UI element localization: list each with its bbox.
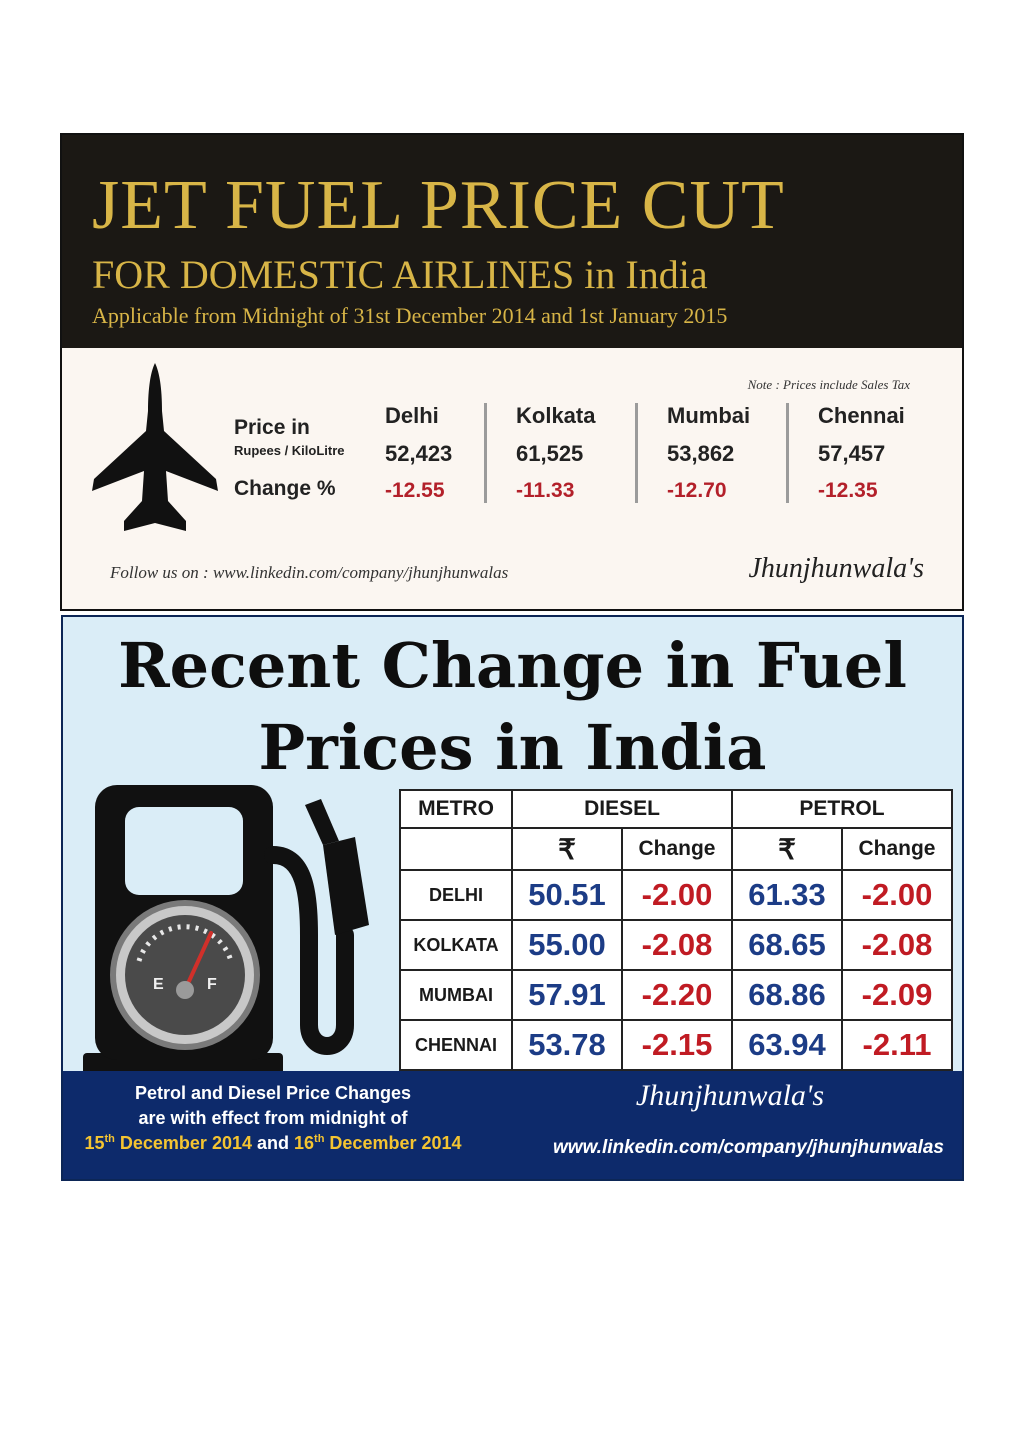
change-percent-label: Change %: [234, 477, 336, 500]
petrol-price-cell: 63.94: [732, 1020, 842, 1070]
date-and: and: [251, 1133, 294, 1153]
city-name: Delhi: [385, 403, 439, 428]
petrol-change-cell: -2.08: [842, 920, 952, 970]
jet-fuel-applicable-date: Applicable from Midnight of 31st December 2014 and 1st January 2015: [92, 303, 728, 328]
jet-fuel-subtitle: FOR DOMESTIC AIRLINES in India: [92, 252, 708, 297]
empty-header-cell: [400, 828, 512, 870]
city-column-delhi: [385, 403, 525, 503]
footer-effective-dates: [63, 1133, 483, 1154]
city-name: Kolkata: [516, 403, 596, 428]
city-change: -12.70: [667, 479, 727, 502]
fuel-price-title: [63, 625, 962, 789]
price-in-label: Price in: [234, 416, 310, 439]
petrol-change-cell: -2.11: [842, 1020, 952, 1070]
jet-fuel-header: [62, 135, 962, 348]
fuel-price-panel: [61, 615, 964, 1181]
diesel-price-cell: 57.91: [512, 970, 622, 1020]
diesel-header: DIESEL: [512, 790, 732, 828]
fuel-title-line-1: Recent Change in Fuel: [118, 629, 907, 702]
city-name: Chennai: [818, 403, 905, 428]
diesel-change-cell: -2.00: [622, 870, 732, 920]
jet-fuel-title: JET FUEL PRICE CUT: [92, 167, 785, 244]
column-divider: [484, 403, 487, 503]
city-price: 53,862: [667, 441, 735, 466]
table-row: [400, 870, 952, 920]
date-1-suffix: th: [104, 1133, 115, 1145]
petrol-change-header: Change: [842, 828, 952, 870]
gauge-full-label: F: [207, 976, 217, 993]
petrol-change-cell: -2.00: [842, 870, 952, 920]
table-row: [400, 920, 952, 970]
petrol-header: PETROL: [732, 790, 952, 828]
table-header-row: [400, 790, 952, 828]
fuel-price-table: [399, 789, 953, 1071]
petrol-price-cell: 68.86: [732, 970, 842, 1020]
table-subheader-row: [400, 828, 952, 870]
diesel-change-cell: -2.20: [622, 970, 732, 1020]
diesel-change-cell: -2.08: [622, 920, 732, 970]
date-2-day: 16: [294, 1133, 315, 1153]
date-1-day: 15: [84, 1133, 105, 1153]
date-2-rest: December 2014: [324, 1133, 462, 1153]
fuel-footer: [63, 1071, 962, 1179]
city-change: -11.33: [516, 479, 575, 502]
date-2-suffix: th: [314, 1133, 325, 1145]
footer-linkedin-link[interactable]: www.linkedin.com/company/jhunjhunwalas: [553, 1137, 944, 1158]
footer-line-1: Petrol and Diesel Price Changes: [134, 1083, 412, 1103]
table-row: [400, 1020, 952, 1070]
fuel-pump-icon: [73, 785, 403, 1075]
city-cell: MUMBAI: [400, 970, 512, 1020]
fuel-title-line-2: Prices in India: [258, 711, 767, 784]
city-column-chennai: [818, 403, 958, 503]
petrol-price-cell: 61.33: [732, 870, 842, 920]
price-unit-label: Rupees / KiloLitre: [234, 443, 345, 458]
city-cell: DELHI: [400, 870, 512, 920]
city-cell: CHENNAI: [400, 1020, 512, 1070]
sales-tax-note: Note : Prices include Sales Tax: [747, 377, 910, 392]
column-divider: [635, 403, 638, 503]
table-row: [400, 970, 952, 1020]
jet-fuel-panel: [60, 133, 964, 611]
city-price: 52,423: [385, 441, 453, 466]
city-name: Mumbai: [667, 403, 751, 428]
diesel-change-cell: -2.15: [622, 1020, 732, 1070]
city-change: -12.35: [818, 479, 878, 502]
footer-line-2: are with effect from midnight of: [138, 1108, 408, 1128]
diesel-price-cell: 50.51: [512, 870, 622, 920]
metro-header: METRO: [400, 790, 512, 828]
diesel-price-cell: 55.00: [512, 920, 622, 970]
city-change: -12.55: [385, 479, 445, 502]
petrol-rupee-header: ₹: [732, 828, 842, 870]
city-cell: KOLKATA: [400, 920, 512, 970]
diesel-price-cell: 53.78: [512, 1020, 622, 1070]
footer-signature: Jhunjhunwala's: [635, 1079, 824, 1112]
city-price: 57,457: [818, 441, 886, 466]
diesel-change-header: Change: [622, 828, 732, 870]
petrol-change-cell: -2.09: [842, 970, 952, 1020]
gauge-empty-label: E: [153, 976, 164, 993]
diesel-rupee-header: ₹: [512, 828, 622, 870]
follow-us-link[interactable]: Follow us on : www.linkedin.com/company/jhunjhunwalas: [110, 563, 509, 582]
petrol-price-cell: 68.65: [732, 920, 842, 970]
city-price: 61,525: [516, 441, 584, 466]
jhunjhunwalas-signature: Jhunjhunwala's: [748, 553, 924, 584]
column-divider: [786, 403, 789, 503]
date-1-rest: December 2014: [114, 1133, 252, 1153]
fighter-jet-icon: [90, 361, 220, 536]
